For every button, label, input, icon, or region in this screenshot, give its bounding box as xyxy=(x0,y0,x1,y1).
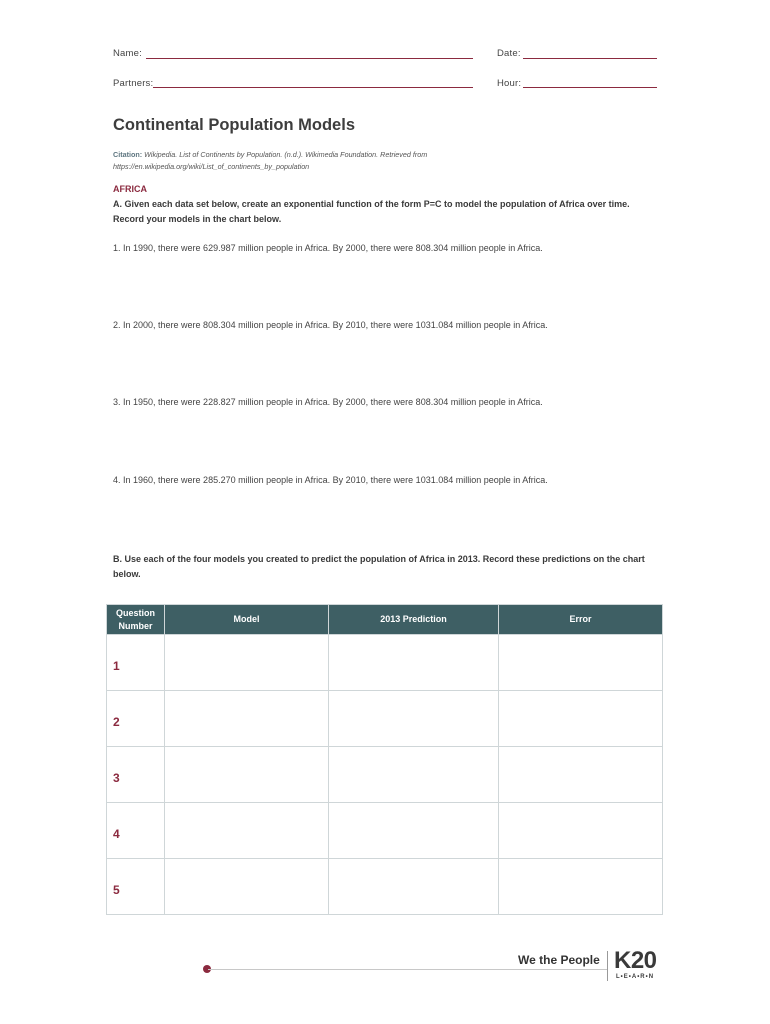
prediction-cell[interactable] xyxy=(329,747,499,803)
citation-label: Citation: xyxy=(113,150,143,159)
prediction-cell[interactable] xyxy=(329,803,499,859)
error-cell[interactable] xyxy=(499,635,663,691)
table-row xyxy=(107,691,663,747)
citation-text: Wikipedia. List of Continents by Population. (n.d.). Wikimedia Foundation. Retrieved from https://en.wikipedia.org/wiki/List_of_continents_by_population xyxy=(113,150,428,171)
hour-label: Hour: xyxy=(497,78,522,89)
row-number: 2 xyxy=(107,691,165,747)
error-cell[interactable] xyxy=(499,859,663,915)
model-cell[interactable] xyxy=(165,803,329,859)
model-cell[interactable] xyxy=(165,747,329,803)
section-title: AFRICA xyxy=(113,184,147,194)
header-model: Model xyxy=(165,605,329,635)
k20-logo: K20 xyxy=(614,947,657,974)
question-1: 1. In 1990, there were 629.987 million people in Africa. By 2000, there were 808.304 million people in Africa. xyxy=(113,243,543,253)
row-number: 4 xyxy=(107,803,165,859)
citation xyxy=(113,149,533,173)
header-error: Error xyxy=(499,605,663,635)
footer-separator xyxy=(607,951,608,981)
date-field[interactable] xyxy=(523,58,657,59)
model-cell[interactable] xyxy=(165,635,329,691)
table-row xyxy=(107,859,663,915)
row-number: 3 xyxy=(107,747,165,803)
row-number: 1 xyxy=(107,635,165,691)
header-question-number: Question Number xyxy=(107,605,165,635)
k20-logo-sub: L•E•A•R•N xyxy=(616,974,655,980)
model-cell[interactable] xyxy=(165,691,329,747)
prediction-table xyxy=(106,604,663,915)
page-title: Continental Population Models xyxy=(113,116,355,134)
table-row xyxy=(107,803,663,859)
model-cell[interactable] xyxy=(165,859,329,915)
row-number: 5 xyxy=(107,859,165,915)
question-4: 4. In 1960, there were 285.270 million people in Africa. By 2010, there were 1031.084 million people in Africa. xyxy=(113,475,548,485)
partners-field[interactable] xyxy=(153,87,473,88)
table-row xyxy=(107,747,663,803)
prediction-cell[interactable] xyxy=(329,691,499,747)
error-cell[interactable] xyxy=(499,747,663,803)
prediction-cell[interactable] xyxy=(329,859,499,915)
footer-divider xyxy=(208,969,608,970)
part-b-instructions: B. Use each of the four models you created to predict the population of Africa in 2013. Record these predictions on the chart below. xyxy=(113,554,645,579)
partners-label: Partners: xyxy=(113,78,154,89)
footer-text: We the People xyxy=(518,953,600,967)
question-3: 3. In 1950, there were 228.827 million people in Africa. By 2000, there were 808.304 million people in Africa. xyxy=(113,397,543,407)
question-2: 2. In 2000, there were 808.304 million people in Africa. By 2010, there were 1031.084 million people in Africa. xyxy=(113,320,548,330)
table-header-row xyxy=(107,605,663,635)
part-a-instructions: A. Given each data set below, create an exponential function of the form P=C to model the population of Africa over time. Record your models in the chart below. xyxy=(113,199,630,224)
prediction-cell[interactable] xyxy=(329,635,499,691)
error-cell[interactable] xyxy=(499,691,663,747)
date-label: Date: xyxy=(497,48,521,59)
header-2013-prediction: 2013 Prediction xyxy=(329,605,499,635)
name-field[interactable] xyxy=(146,58,473,59)
name-label: Name: xyxy=(113,48,142,59)
error-cell[interactable] xyxy=(499,803,663,859)
table-row xyxy=(107,635,663,691)
hour-field[interactable] xyxy=(523,87,657,88)
